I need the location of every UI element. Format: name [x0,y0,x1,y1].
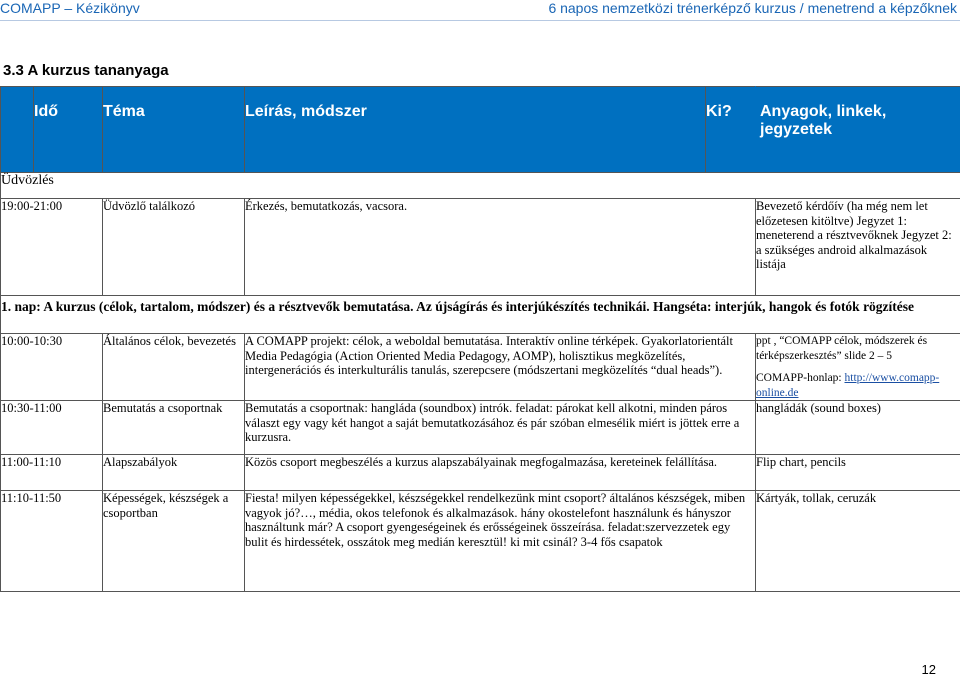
row-materials: hangládák (sound boxes) [756,401,960,455]
row-description: Érkezés, bemutatkozás, vacsora. [245,199,756,296]
row-topic: Általános célok, bevezetés [103,334,245,401]
row-materials: Flip chart, pencils [756,455,960,491]
row-materials [756,334,960,401]
materials-text: ppt , “COMAPP célok, módszerek és térképszerkesztés” slide 2 – 5 [756,335,928,362]
row-topic: Üdvözlő találkozó [103,199,245,296]
column-header-description: Leírás, módszer [245,87,706,173]
row-materials: Bevezető kérdőív (ha még nem let előzetesen kitöltve) Jegyzet 1: meneterend a résztvevőknek Jegyzet 2: a szükséges android alkalmazások listája [756,199,960,296]
row-time: 10:00-10:30 [1,334,103,401]
section-title-welcome: Üdvözlés [1,173,960,199]
comapp-website-link[interactable]: http://www.comapp-online.de [756,372,940,399]
section-title: 3.3 A kurzus tananyaga [3,62,169,79]
table-row [1,401,960,455]
course-table [0,86,960,592]
row-time: 19:00-21:00 [1,199,103,296]
row-description: Bemutatás a csoportnak: hangláda (soundbox) intrók. feladat: párokat kell alkotni, minden páros választ egy vagy két hangot a saját bemutatkozásához és pár szóban elmesélik miért is jöttek erre a kurzusra. [245,401,756,455]
table-header-row [1,87,960,173]
row-topic: Bemutatás a csoportnak [103,401,245,455]
running-header-right: 6 napos nemzetközi trénerképző kurzus / menetrend a képzőknek [548,0,957,16]
table-row [1,455,960,491]
running-header-left: COMAPP – Kézikönyv [0,0,140,16]
materials-link-label: COMAPP-honlap: [756,372,842,384]
table-row [1,491,960,592]
table-row [1,334,960,401]
table-row [1,199,960,296]
section-title-day1: 1. nap: A kurzus (célok, tartalom, módszer) és a résztvevők bemutatása. Az újságírás és interjúkészítés technikái. Hangséta: interjúk, hangok és fotók rögzítése [1,296,960,334]
row-topic: Alapszabályok [103,455,245,491]
row-time: 11:10-11:50 [1,491,103,592]
section-row-welcome [1,173,960,199]
column-header-who: Ki? [706,87,756,173]
column-header-materials: Anyagok, linkek, jegyzetek [756,87,960,173]
column-header-topic: Téma [103,87,245,173]
materials-link-line [756,371,960,400]
row-materials: Kártyák, tollak, ceruzák [756,491,960,592]
row-description: Közös csoport megbeszélés a kurzus alapszabályainak megfogalmazása, kereteinek felállítása. [245,455,756,491]
section-row-day1 [1,296,960,334]
header-divider [0,20,960,21]
row-description: Fiesta! milyen képességekkel, készségekkel rendelkezünk mint csoport? általános készségek, miben vagyok jó?…, média, okos telefonok és alkalmazások. hány okostelefont használunk és hányszor használtunk már? A csoport gyengeségeinek és erősségeinek összeírása. feladat:szervezzetek egy bulit és hirdessétek, osszátok meg medián keresztül! ki mit csinál? 3-4 fős csapatok [245,491,756,592]
page-number: 12 [921,662,936,677]
row-time: 10:30-11:00 [1,401,103,455]
column-header-time: Idő [34,87,103,173]
row-topic: Képességek, készségek a csoportban [103,491,245,592]
header-spacer [1,87,34,173]
row-time: 11:00-11:10 [1,455,103,491]
row-description: A COMAPP projekt: célok, a weboldal bemutatása. Interaktív online térképek. Gyakorlatorientált Media Pedagógia (Action Oriented Media Pedagogy, AOMP), holisztikus megközelítés, intergenerációs és interkulturális tanulás, szerepcsere (módszertani megközelítés “dual heads”). [245,334,756,401]
